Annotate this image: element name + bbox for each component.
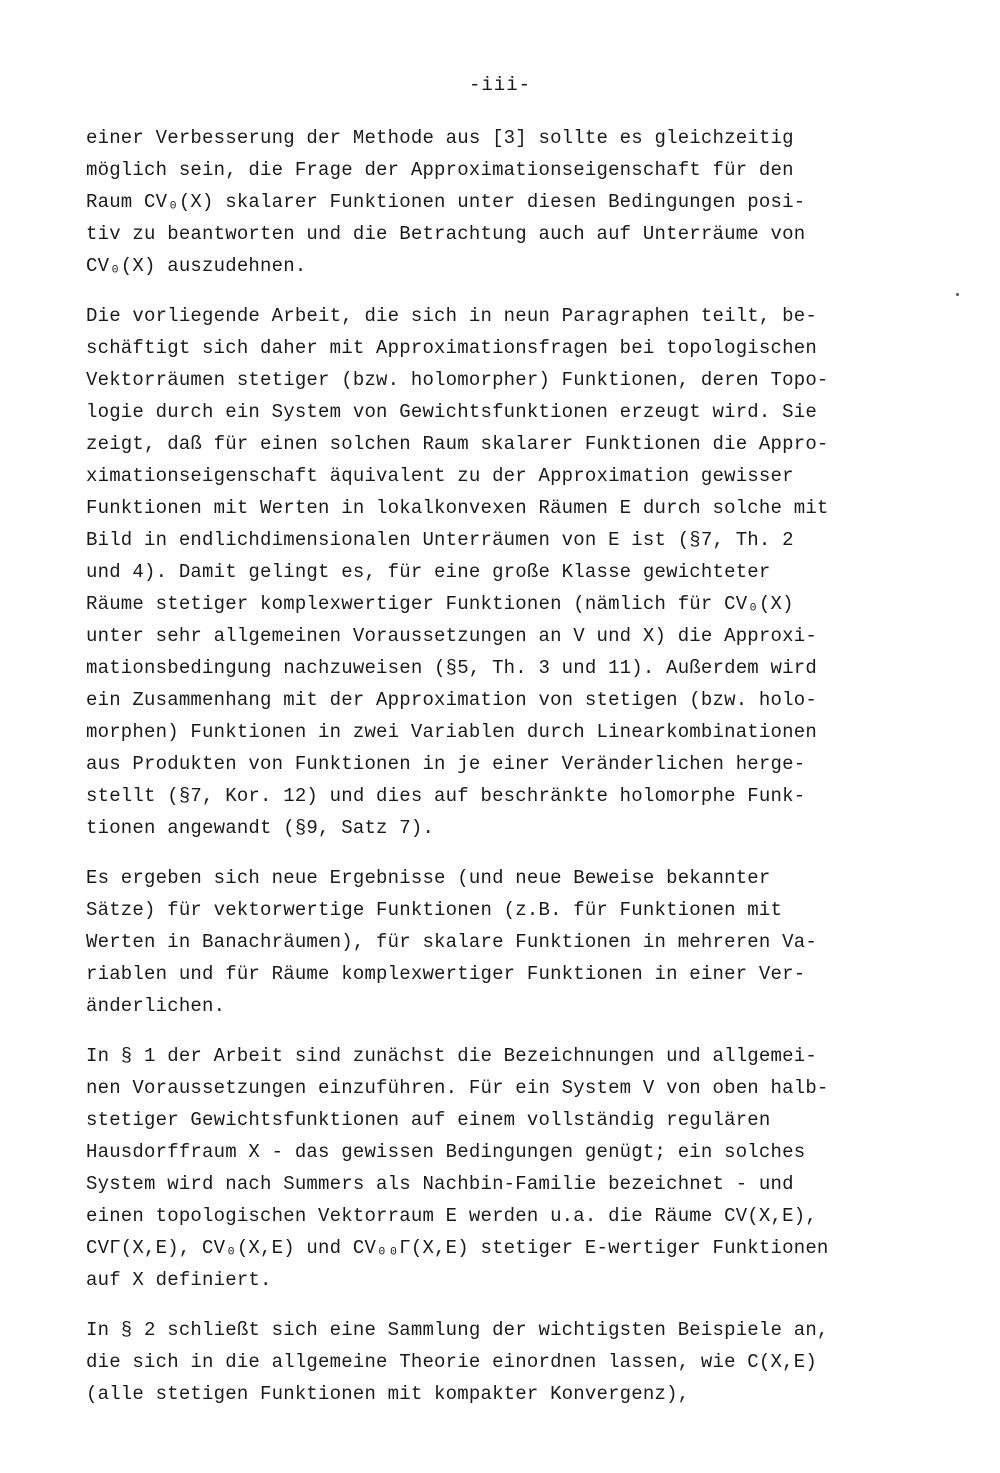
text-line: ximationseigenschaft äquivalent zu der Approximation gewisser (86, 465, 794, 487)
text-line: auf X definiert. (86, 1269, 272, 1291)
text-line: einen topologischen Vektorraum E werden u.a. die Räume CV(X,E), (86, 1205, 817, 1227)
text-line: In § 1 der Arbeit sind zunächst die Bezeichnungen und allgemei- (86, 1045, 817, 1067)
paragraph-1 (86, 122, 916, 282)
text-line: (alle stetigen Funktionen mit kompakter Konvergenz), (86, 1383, 690, 1405)
text-line: möglich sein, die Frage der Approximationseigenschaft für den (86, 159, 794, 181)
text-line: Raum CV₀(X) skalarer Funktionen unter diesen Bedingungen posi- (86, 191, 806, 213)
margin-speck (956, 293, 959, 296)
text-line: morphen) Funktionen in zwei Variablen durch Linearkombinationen (86, 721, 817, 743)
text-line: Es ergeben sich neue Ergebnisse (und neue Beweise bekannter (86, 867, 771, 889)
body-text (86, 122, 916, 1428)
text-line: CVΓ(X,E), CV₀(X,E) und CV₀₀Γ(X,E) stetiger E-wertiger Funktionen (86, 1237, 829, 1259)
paragraph-4 (86, 1040, 916, 1296)
text-line: tionen angewandt (§9, Satz 7). (86, 817, 435, 839)
text-line: Räume stetiger komplexwertiger Funktionen (nämlich für CV₀(X) (86, 593, 794, 615)
text-line: stellt (§7, Kor. 12) und dies auf beschränkte holomorphe Funk- (86, 785, 806, 807)
paragraph-2 (86, 300, 916, 844)
text-line: zeigt, daß für einen solchen Raum skalarer Funktionen die Appro- (86, 433, 829, 455)
text-line: logie durch ein System von Gewichtsfunktionen erzeugt wird. Sie (86, 401, 817, 423)
text-line: und 4). Damit gelingt es, für eine große Klasse gewichteter (86, 561, 771, 583)
text-line: In § 2 schließt sich eine Sammlung der wichtigsten Beispiele an, (86, 1319, 829, 1341)
text-line: ein Zusammenhang mit der Approximation von stetigen (bzw. holo- (86, 689, 817, 711)
text-line: riablen und für Räume komplexwertiger Funktionen in einer Ver- (86, 963, 806, 985)
text-line: CV₀(X) auszudehnen. (86, 255, 307, 277)
text-line: unter sehr allgemeinen Voraussetzungen an V und X) die Approxi- (86, 625, 817, 647)
text-line: Werten in Banachräumen), für skalare Funktionen in mehreren Va- (86, 931, 817, 953)
text-line: die sich in die allgemeine Theorie einordnen lassen, wie C(X,E) (86, 1351, 817, 1373)
text-line: änderlichen. (86, 995, 226, 1017)
text-line: Hausdorffraum X - das gewissen Bedingungen genügt; ein solches (86, 1141, 806, 1163)
text-line: stetiger Gewichtsfunktionen auf einem vollständig regulären (86, 1109, 771, 1131)
text-line: mationsbedingung nachzuweisen (§5, Th. 3 und 11). Außerdem wird (86, 657, 817, 679)
text-line: Sätze) für vektorwertige Funktionen (z.B. für Funktionen mit (86, 899, 783, 921)
text-line: Funktionen mit Werten in lokalkonvexen Räumen E durch solche mit (86, 497, 829, 519)
page-number: -iii- (468, 74, 531, 96)
paragraph-5 (86, 1314, 916, 1410)
text-line: einer Verbesserung der Methode aus [3] sollte es gleichzeitig (86, 127, 794, 149)
text-line: nen Voraussetzungen einzuführen. Für ein System V von oben halb- (86, 1077, 829, 1099)
text-line: Vektorräumen stetiger (bzw. holomorpher) Funktionen, deren Topo- (86, 369, 829, 391)
text-line: System wird nach Summers als Nachbin-Familie bezeichnet - und (86, 1173, 794, 1195)
text-line: Die vorliegende Arbeit, die sich in neun Paragraphen teilt, be- (86, 305, 817, 327)
paragraph-3 (86, 862, 916, 1022)
text-line: schäftigt sich daher mit Approximationsfragen bei topologischen (86, 337, 817, 359)
text-line: aus Produkten von Funktionen in je einer Veränderlichen herge- (86, 753, 806, 775)
text-line: Bild in endlichdimensionalen Unterräumen von E ist (§7, Th. 2 (86, 529, 794, 551)
text-line: tiv zu beantworten und die Betrachtung auch auf Unterräume von (86, 223, 806, 245)
